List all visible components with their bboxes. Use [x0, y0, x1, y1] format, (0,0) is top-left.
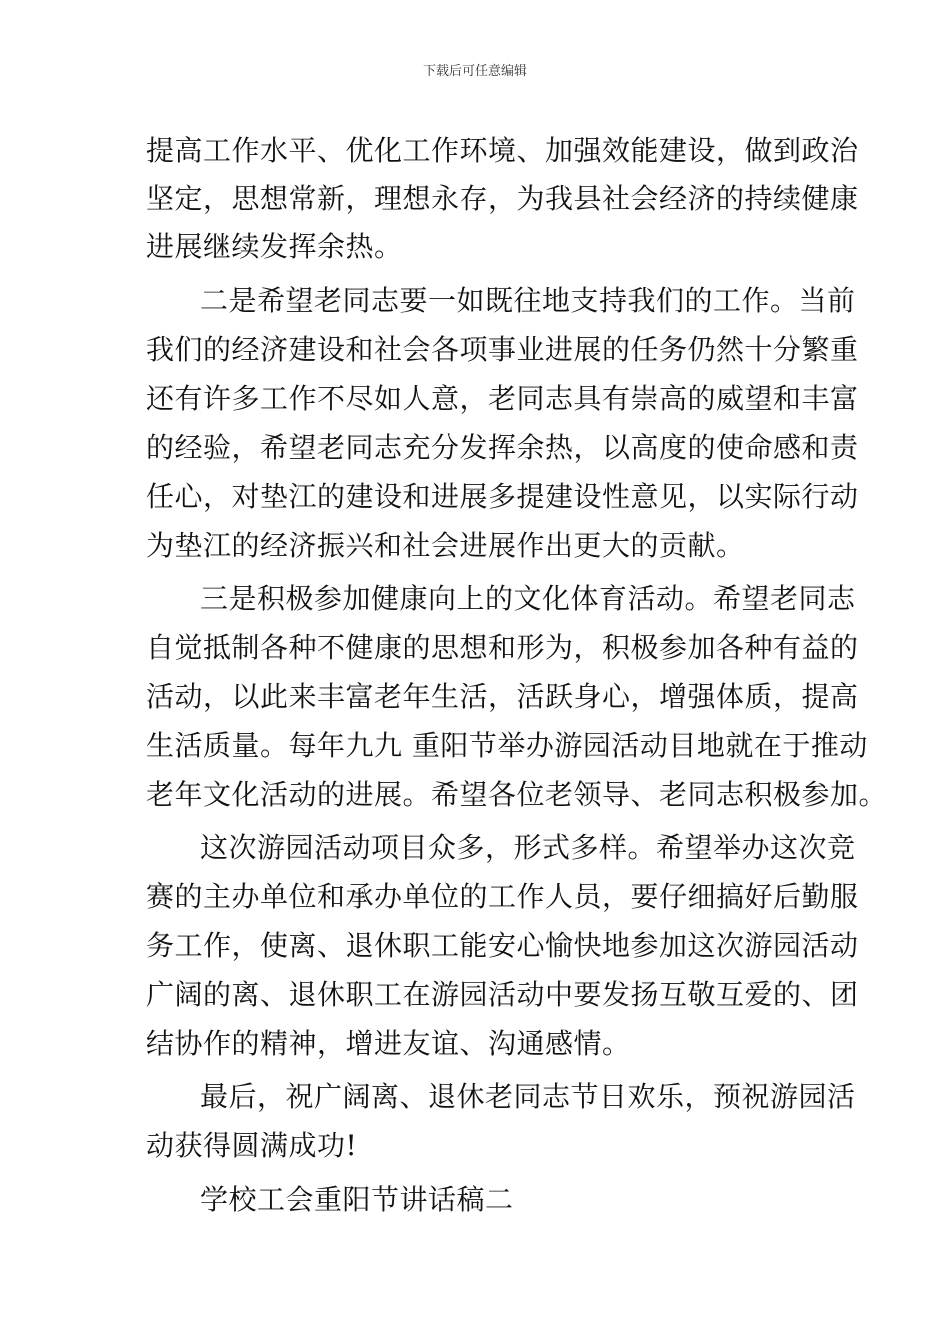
text-line: 提高工作水平、优化工作环境、加强效能建设，做到政治 [146, 134, 859, 167]
text-line: 的经验，希望老同志充分发挥余热，以高度的使命感和责 [146, 431, 859, 464]
text-line: 动获得圆满成功! [146, 1129, 358, 1162]
text-line: 为垫江的经济振兴和社会进展作出更大的贡献。 [146, 529, 745, 562]
text-line: 还有许多工作不尽如人意，老同志具有崇高的威望和丰富 [146, 382, 859, 415]
text-line: 广阔的离、退休职工在游园活动中要发扬互敬互爱的、团 [146, 978, 859, 1011]
text-line: 务工作，使离、退休职工能安心愉快地参加这次游园活动 [146, 929, 859, 962]
text-line: 我们的经济建设和社会各项事业进展的任务仍然十分繁重 [146, 333, 859, 366]
page-header-note: 下载后可任意编辑 [422, 64, 527, 79]
text-line: 自觉抵制各种不健康的思想和形为，积极参加各种有益的 [146, 631, 859, 664]
paragraph-start-line: 最后，祝广阔离、退休老同志节日欢乐，预祝游园活 [200, 1080, 856, 1113]
text-line: 坚定，思想常新，理想永存，为我县社会经济的持续健康 [146, 182, 859, 215]
text-line: 老年文化活动的进展。希望各位老领导、老同志积极参加。 [146, 778, 888, 811]
section-title: 学校工会重阳节讲话稿二 [200, 1183, 514, 1216]
text-line: 进展继续发挥余热。 [146, 230, 403, 263]
paragraph-start-line: 三是积极参加健康向上的文化体育活动。希望老同志 [200, 582, 856, 615]
text-line: 任心，对垫江的建设和进展多提建设性意见，以实际行动 [146, 480, 859, 513]
text-line: 结协作的精神，增进友谊、沟通感情。 [146, 1027, 631, 1060]
paragraph-start-line: 这次游园活动项目众多，形式多样。希望举办这次竞 [200, 831, 856, 864]
text-line: 活动，以此来丰富老年生活，活跃身心，增强体质，提高 [146, 680, 859, 713]
text-line: 赛的主办单位和承办单位的工作人员，要仔细搞好后勤服 [146, 880, 859, 913]
text-line: 生活质量。每年九九 重阳节举办游园活动目地就在于推动 [146, 729, 868, 762]
paragraph-start-line: 二是希望老同志要一如既往地支持我们的工作。当前 [200, 284, 856, 317]
